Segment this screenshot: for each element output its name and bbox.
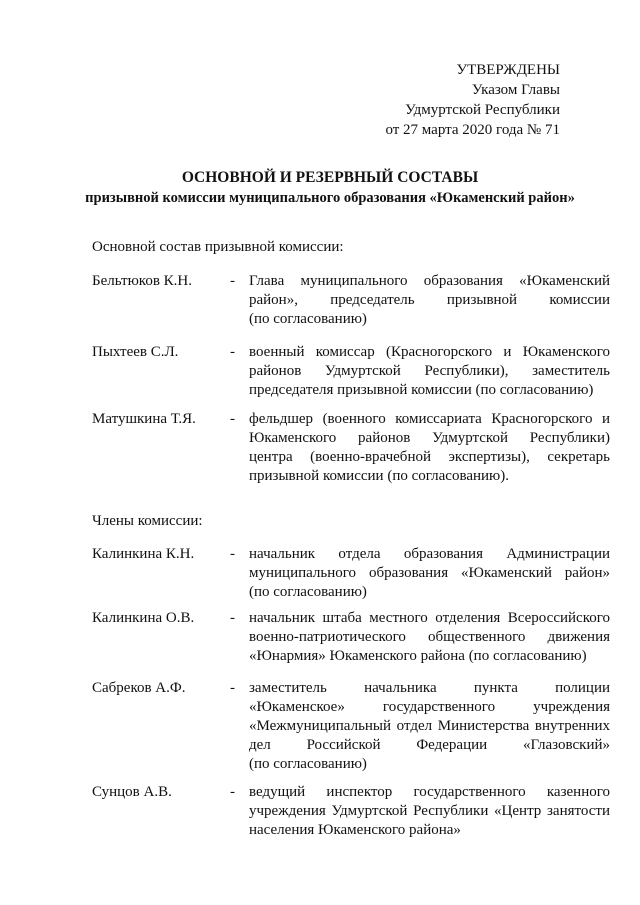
role-line: муниципального образования «Юкаменский район»	[249, 565, 610, 581]
section-main-composition: Основной состав призывной комиссии:	[92, 239, 344, 255]
member-role	[249, 343, 610, 400]
role-line: начальник отдела образования Администрации	[249, 546, 610, 562]
member-dash: -	[230, 411, 235, 427]
role-line: председателя призывной комиссии (по согласованию)	[249, 382, 594, 398]
approval-date: от 27 марта 2020 года № 71	[385, 122, 560, 138]
role-line: район», председатель призывной комиссии	[249, 292, 610, 308]
member-dash: -	[230, 610, 235, 626]
member-name: Матушкина Т.Я.	[92, 411, 196, 427]
approval-status: УТВЕРЖДЕНЫ	[456, 62, 560, 78]
role-line: районов Удмуртской Республики), заместитель	[249, 363, 610, 379]
member-name: Пыхтеев С.Л.	[92, 344, 179, 360]
role-line: (по согласованию)	[249, 584, 367, 600]
role-line: (по согласованию)	[249, 311, 367, 327]
role-line: «Межмуниципальный отдел Министерства внутренних	[249, 718, 610, 734]
title-main: ОСНОВНОЙ И РЕЗЕРВНЫЙ СОСТАВЫ	[181, 169, 479, 186]
member-role	[249, 679, 610, 774]
role-line: дел Российской Федерации «Глазовский»	[249, 737, 610, 753]
role-line: военный комиссар (Красногорского и Юкаменского	[249, 344, 610, 360]
section-commission-members: Члены комиссии:	[92, 513, 203, 529]
member-dash: -	[230, 546, 235, 562]
member-name: Бельтюков К.Н.	[92, 273, 192, 289]
role-line: призывной комиссии (по согласованию).	[249, 468, 509, 484]
role-line: центра (военно-врачебной экспертизы), секретарь	[249, 449, 610, 465]
role-line: «Юкаменское» государственного учреждения	[249, 699, 610, 715]
member-role	[249, 609, 610, 666]
role-line: военно-патриотического общественного движения	[249, 629, 610, 645]
role-line: фельдшер (военного комиссариата Красногорского и	[249, 411, 610, 427]
member-role	[249, 545, 610, 602]
member-dash: -	[230, 273, 235, 289]
role-line: учреждения Удмуртской Республики «Центр занятости	[249, 803, 610, 819]
role-line: начальник штаба местного отделения Всероссийского	[249, 610, 610, 626]
member-name: Калинкина О.В.	[92, 610, 195, 626]
member-role	[249, 783, 610, 840]
member-name: Сабреков А.Ф.	[92, 680, 186, 696]
role-line: Юкаменского районов Удмуртской Республики)	[249, 430, 610, 446]
approval-region: Удмуртской Республики	[405, 102, 560, 118]
role-line: Глава муниципального образования «Юкаменский	[249, 273, 610, 289]
role-line: населения Юкаменского района»	[249, 822, 461, 838]
member-dash: -	[230, 344, 235, 360]
member-role	[249, 272, 610, 329]
role-line: «Юнармия» Юкаменского района (по согласованию)	[249, 648, 587, 664]
document-title	[60, 168, 600, 208]
member-dash: -	[230, 680, 235, 696]
approval-authority: Указом Главы	[471, 82, 560, 98]
title-sub: призывной комиссии муниципального образования «Юкаменский район»	[85, 190, 575, 206]
approval-block	[300, 60, 560, 140]
member-name: Калинкина К.Н.	[92, 546, 195, 562]
member-role	[249, 410, 610, 486]
role-line: ведущий инспектор государственного казенного	[249, 784, 610, 800]
role-line: (по согласованию)	[249, 756, 367, 772]
member-name: Сунцов А.В.	[92, 784, 172, 800]
role-line: заместитель начальника пункта полиции	[249, 680, 610, 696]
member-dash: -	[230, 784, 235, 800]
